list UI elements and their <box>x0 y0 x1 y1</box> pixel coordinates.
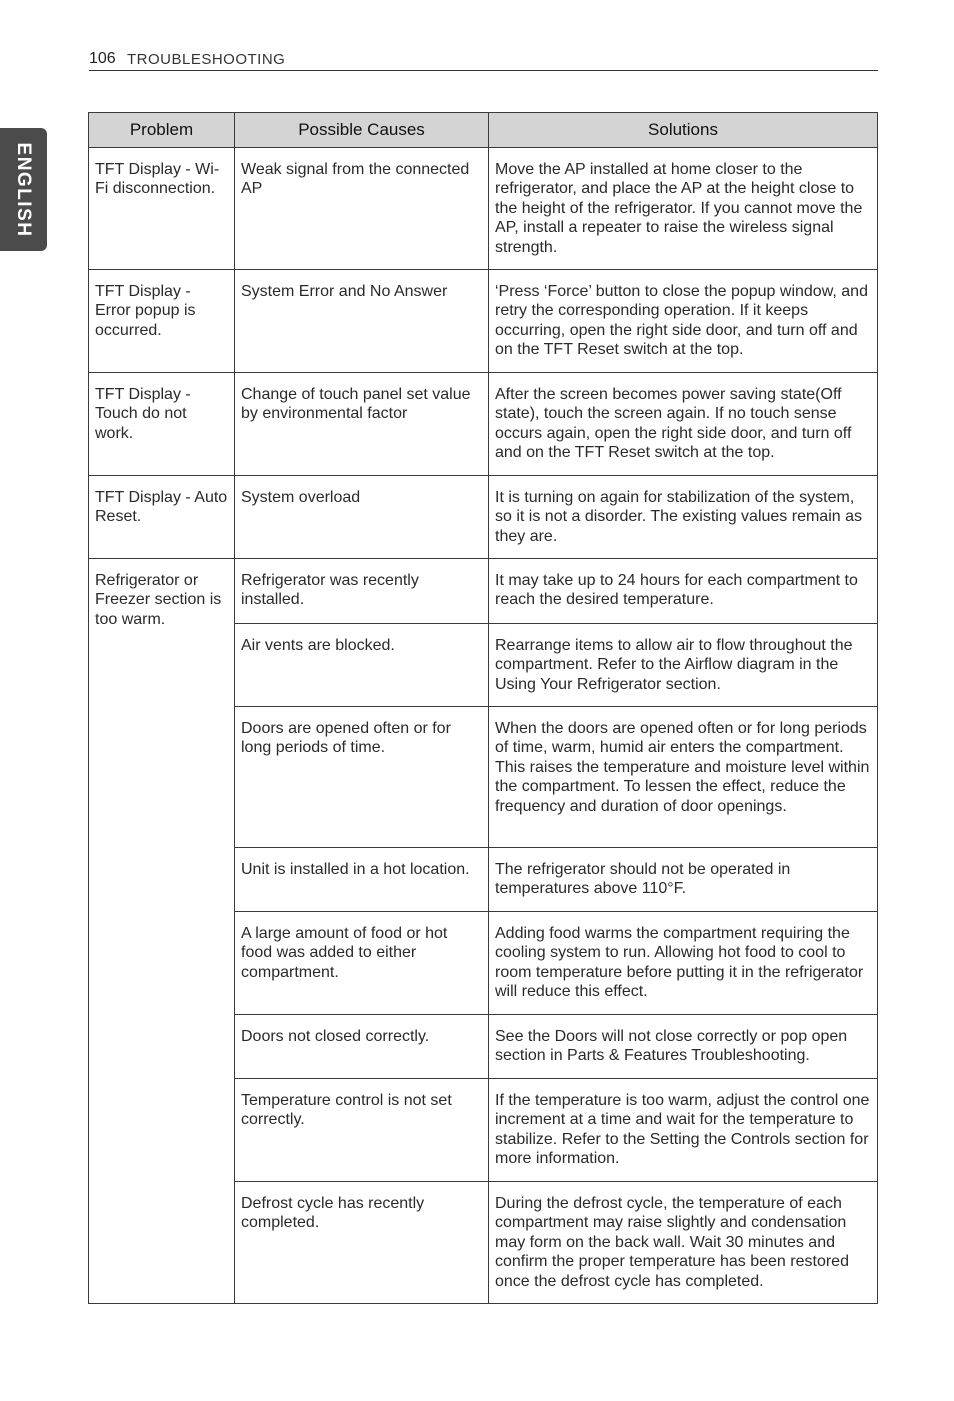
solution-cell: Move the AP installed at home closer to the refrigerator, and place the AP at the height close to the height of the refrigerator. If you cannot move the AP, install a repeater to raise the wireless signal strength. <box>489 148 878 270</box>
solution-cell: It is turning on again for stabilization of the system, so it is not a disorder. The existing values remain as they are. <box>489 476 878 559</box>
cause-cell: Temperature control is not set correctly. <box>235 1079 489 1182</box>
solution-cell: It may take up to 24 hours for each compartment to reach the desired temperature. <box>489 559 878 624</box>
cause-cell: A large amount of food or hot food was added to either compartment. <box>235 912 489 1015</box>
cause-cell: Unit is installed in a hot location. <box>235 848 489 912</box>
problem-cell: TFT Display - Auto Reset. <box>89 476 235 559</box>
solution-cell: If the temperature is too warm, adjust the control one increment at a time and wait for the temperature to stabilize. Refer to the Setting the Controls section for more information. <box>489 1079 878 1182</box>
table-row <box>89 476 878 559</box>
language-tab <box>0 128 47 251</box>
solution-cell: During the defrost cycle, the temperature of each compartment may raise slightly and condensation may form on the back wall. Wait 30 minutes and confirm the proper temperature has been restored once the defrost cycle has completed. <box>489 1182 878 1304</box>
column-header-solutions: Solutions <box>489 113 878 148</box>
cause-cell: Defrost cycle has recently completed. <box>235 1182 489 1304</box>
table-row <box>89 373 878 476</box>
cause-cell: Doors not closed correctly. <box>235 1015 489 1079</box>
page-header <box>89 49 878 71</box>
solution-cell: When the doors are opened often or for long periods of time, warm, humid air enters the compartment. This raises the temperature and moisture level within the compartment. To lessen the effect, reduce the frequency and duration of door openings. <box>489 707 878 848</box>
solution-cell: Adding food warms the compartment requiring the cooling system to run. Allowing hot food to cool to room temperature before putting it in the refrigerator will reduce this effect. <box>489 912 878 1015</box>
table-header-row <box>89 113 878 148</box>
language-tab-label: ENGLISH <box>13 142 34 238</box>
solution-cell: After the screen becomes power saving state(Off state), touch the screen again. If no touch sense occurs again, open the right side door, and turn off and on the TFT Reset switch at the top. <box>489 373 878 476</box>
page-number: 106 <box>89 50 116 67</box>
cause-cell: Weak signal from the connected AP <box>235 148 489 270</box>
table-row <box>89 270 878 373</box>
cause-cell: Air vents are blocked. <box>235 624 489 707</box>
problem-cell: TFT Display - Error popup is occurred. <box>89 270 235 373</box>
table-row <box>89 148 878 270</box>
troubleshooting-table <box>88 112 878 1304</box>
column-header-problem: Problem <box>89 113 235 148</box>
solution-cell: The refrigerator should not be operated in temperatures above 110°F. <box>489 848 878 912</box>
problem-cell: Refrigerator or Freezer section is too warm. <box>89 559 235 1304</box>
solution-cell: ‘Press ‘Force’ button to close the popup window, and retry the corresponding operation. If it keeps occurring, open the right side door, and turn off and on the TFT Reset switch at the top. <box>489 270 878 373</box>
cause-cell: Refrigerator was recently installed. <box>235 559 489 624</box>
cause-cell: System overload <box>235 476 489 559</box>
cause-cell: Doors are opened often or for long periods of time. <box>235 707 489 848</box>
problem-cell: TFT Display - Wi-Fi disconnection. <box>89 148 235 270</box>
solution-cell: See the Doors will not close correctly or pop open section in Parts & Features Troubleshooting. <box>489 1015 878 1079</box>
problem-cell: TFT Display - Touch do not work. <box>89 373 235 476</box>
cause-cell: Change of touch panel set value by environmental factor <box>235 373 489 476</box>
column-header-possible-causes: Possible Causes <box>235 113 489 148</box>
cause-cell: System Error and No Answer <box>235 270 489 373</box>
table-row <box>89 559 878 624</box>
section-title: TROUBLESHOOTING <box>127 51 286 68</box>
solution-cell: Rearrange items to allow air to flow throughout the compartment. Refer to the Airflow diagram in the Using Your Refrigerator section. <box>489 624 878 707</box>
